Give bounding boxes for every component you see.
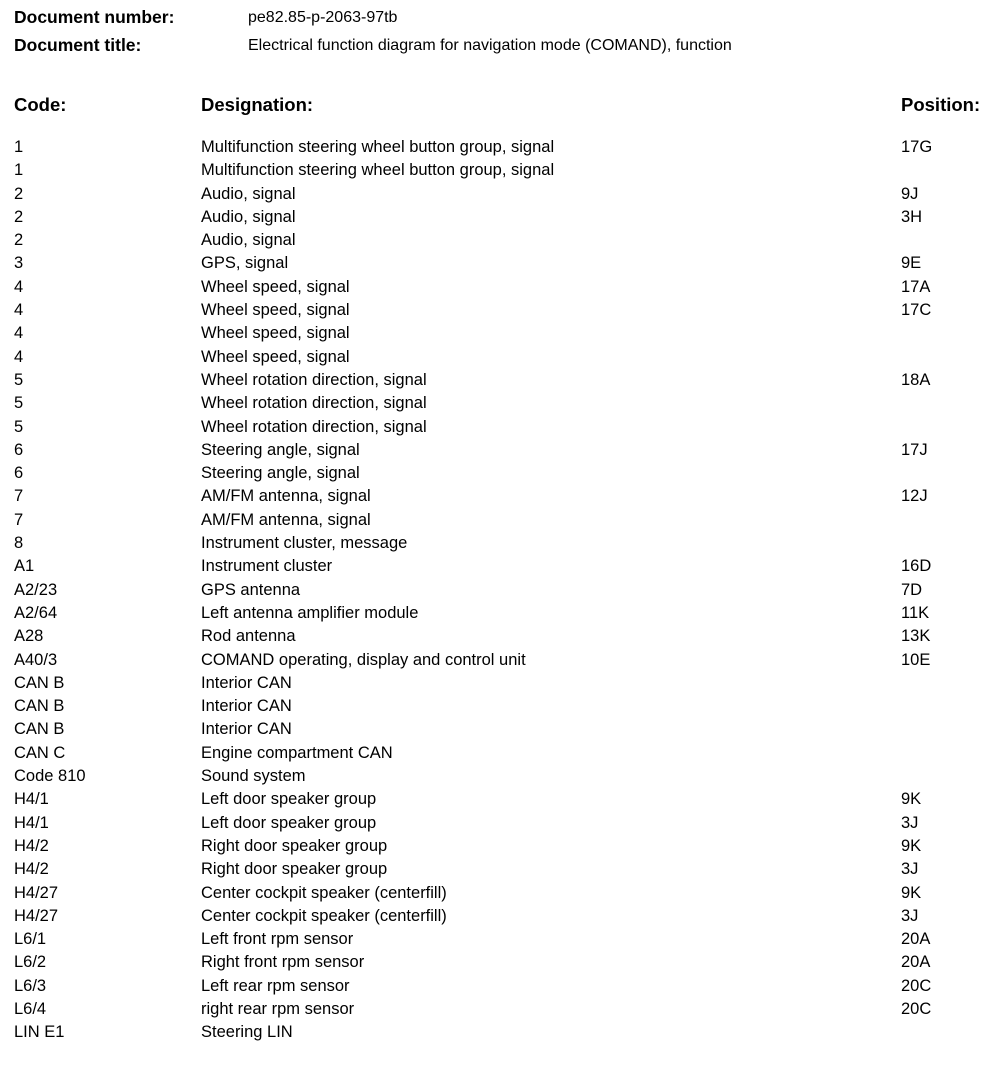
- table-row: [0, 299, 1000, 322]
- row-code: H4/2: [14, 836, 49, 855]
- table-row: [0, 951, 1000, 974]
- row-code: H4/1: [14, 813, 49, 832]
- row-code: H4/27: [14, 883, 59, 902]
- row-designation: COMAND operating, display and control unit: [201, 650, 526, 669]
- row-code: CAN C: [14, 743, 66, 762]
- row-designation: Wheel rotation direction, signal: [201, 370, 427, 389]
- table-row: [0, 882, 1000, 905]
- row-designation: Left rear rpm sensor: [201, 976, 350, 995]
- row-code: LIN E1: [14, 1023, 65, 1042]
- row-code: 7: [14, 487, 24, 506]
- document-number-value: pe82.85-p-2063-97tb: [248, 9, 398, 26]
- row-designation: right rear rpm sensor: [201, 999, 355, 1018]
- table-row: [0, 369, 1000, 392]
- document-title-label: Document title:: [14, 35, 142, 55]
- table-row: [0, 1021, 1000, 1044]
- row-position: 7D: [901, 580, 923, 599]
- row-position: 12J: [901, 487, 928, 506]
- row-code: 4: [14, 324, 24, 343]
- table-row: [0, 416, 1000, 439]
- row-position: 20C: [901, 976, 932, 995]
- row-code: H4/27: [14, 906, 59, 925]
- row-designation: Engine compartment CAN: [201, 743, 393, 762]
- row-code: L6/4: [14, 999, 47, 1018]
- row-designation: Wheel speed, signal: [201, 347, 350, 366]
- row-designation: AM/FM antenna, signal: [201, 510, 371, 529]
- row-position: 18A: [901, 370, 931, 389]
- row-designation: Right door speaker group: [201, 836, 388, 855]
- row-position: 17G: [901, 138, 933, 156]
- code-column-header: Code:: [14, 94, 67, 115]
- row-code: CAN B: [14, 697, 65, 716]
- row-designation: Audio, signal: [201, 184, 296, 203]
- row-designation: Interior CAN: [201, 673, 292, 692]
- table-row: [0, 695, 1000, 718]
- row-designation: GPS antenna: [201, 580, 301, 599]
- table-row: [0, 835, 1000, 858]
- row-code: 1: [14, 138, 24, 156]
- row-designation: Interior CAN: [201, 720, 292, 739]
- row-position: 3H: [901, 207, 923, 226]
- row-designation: Steering angle, signal: [201, 440, 360, 459]
- row-code: 1: [14, 161, 24, 180]
- table-row: [0, 322, 1000, 345]
- row-code: A28: [14, 627, 44, 646]
- table-row: [0, 532, 1000, 555]
- row-position: 9K: [901, 883, 922, 902]
- row-code: 8: [14, 534, 24, 553]
- row-position: 20A: [901, 930, 931, 949]
- row-position: 3J: [901, 860, 919, 879]
- row-position: 9J: [901, 184, 919, 203]
- row-designation: Right front rpm sensor: [201, 953, 365, 972]
- row-code: 6: [14, 464, 24, 483]
- table-row: [0, 765, 1000, 788]
- table-row: [0, 346, 1000, 369]
- table-row: [0, 392, 1000, 415]
- table-row: [0, 136, 1000, 159]
- row-code: 4: [14, 347, 24, 366]
- row-code: 4: [14, 277, 24, 296]
- table-row: [0, 812, 1000, 835]
- row-designation: Right door speaker group: [201, 860, 388, 879]
- row-position: 20C: [901, 999, 932, 1018]
- row-designation: Wheel rotation direction, signal: [201, 394, 427, 413]
- table-row: [0, 485, 1000, 508]
- row-designation: Wheel speed, signal: [201, 324, 350, 343]
- row-designation: Sound system: [201, 767, 306, 786]
- row-position: 17A: [901, 277, 931, 296]
- table-row: [0, 718, 1000, 741]
- row-code: L6/3: [14, 976, 47, 995]
- row-designation: Center cockpit speaker (centerfill): [201, 883, 447, 902]
- row-code: CAN B: [14, 720, 65, 739]
- row-position: 9K: [901, 790, 922, 809]
- table-row: [0, 975, 1000, 998]
- row-code: 7: [14, 510, 24, 529]
- row-code: A2/64: [14, 603, 58, 622]
- document-title-value: Electrical function diagram for navigation mode (COMAND), function: [248, 37, 732, 54]
- row-code: 5: [14, 370, 24, 389]
- table-row: [0, 579, 1000, 602]
- row-code: H4/1: [14, 790, 49, 809]
- row-designation: AM/FM antenna, signal: [201, 487, 371, 506]
- row-designation: Left door speaker group: [201, 813, 377, 832]
- document-number-label: Document number:: [14, 7, 175, 27]
- row-position: 11K: [901, 603, 930, 622]
- row-code: 5: [14, 417, 24, 436]
- table-row: [0, 928, 1000, 951]
- row-designation: Center cockpit speaker (centerfill): [201, 906, 447, 925]
- table-row: [0, 509, 1000, 532]
- table-row: [0, 183, 1000, 206]
- row-code: 5: [14, 394, 24, 413]
- table-row: [0, 555, 1000, 578]
- table-row: [0, 252, 1000, 275]
- row-designation: Multifunction steering wheel button group, signal: [201, 138, 555, 156]
- row-position: 3J: [901, 813, 919, 832]
- row-designation: Interior CAN: [201, 697, 292, 716]
- row-designation: Audio, signal: [201, 231, 296, 250]
- row-code: Code 810: [14, 767, 86, 786]
- row-code: 3: [14, 254, 24, 273]
- row-position: 3J: [901, 906, 919, 925]
- table-row: [0, 672, 1000, 695]
- row-position: 9E: [901, 254, 922, 273]
- table-row: [0, 229, 1000, 252]
- row-designation: Steering angle, signal: [201, 464, 360, 483]
- row-code: CAN B: [14, 673, 65, 692]
- row-code: 2: [14, 184, 24, 203]
- table-row: [0, 998, 1000, 1021]
- row-code: 4: [14, 301, 24, 320]
- row-code: L6/1: [14, 930, 47, 949]
- table-row: [0, 439, 1000, 462]
- table-row: [0, 462, 1000, 485]
- row-code: 2: [14, 231, 24, 250]
- row-position: 9K: [901, 836, 922, 855]
- row-position: 10E: [901, 650, 931, 669]
- row-designation: Left front rpm sensor: [201, 930, 354, 949]
- row-position: 17J: [901, 440, 928, 459]
- row-designation: Instrument cluster, message: [201, 534, 408, 553]
- row-designation: Left antenna amplifier module: [201, 603, 419, 622]
- position-column-header: Position:: [901, 94, 981, 115]
- row-code: L6/2: [14, 953, 47, 972]
- row-position: 13K: [901, 627, 931, 646]
- row-designation: Left door speaker group: [201, 790, 377, 809]
- table-row: [0, 788, 1000, 811]
- table-row: [0, 625, 1000, 648]
- row-code: 6: [14, 440, 24, 459]
- row-position: 16D: [901, 557, 932, 576]
- row-designation: Rod antenna: [201, 627, 296, 646]
- table-row: [0, 905, 1000, 928]
- row-designation: Instrument cluster: [201, 557, 333, 576]
- row-designation: Audio, signal: [201, 207, 296, 226]
- row-code: A40/3: [14, 650, 58, 669]
- row-code: H4/2: [14, 860, 49, 879]
- table-row: [0, 206, 1000, 229]
- table-row: [0, 858, 1000, 881]
- row-designation: Wheel rotation direction, signal: [201, 417, 427, 436]
- row-position: 17C: [901, 301, 932, 320]
- row-designation: GPS, signal: [201, 254, 289, 273]
- table-row: [0, 159, 1000, 182]
- table-row: [0, 742, 1000, 765]
- table-body: [0, 136, 1000, 1045]
- row-designation: Steering LIN: [201, 1023, 293, 1042]
- designation-column-header: Designation:: [201, 94, 314, 115]
- row-code: 2: [14, 207, 24, 226]
- row-code: A2/23: [14, 580, 58, 599]
- row-designation: Wheel speed, signal: [201, 301, 350, 320]
- table-row: [0, 276, 1000, 299]
- row-code: A1: [14, 557, 35, 576]
- row-designation: Wheel speed, signal: [201, 277, 350, 296]
- table-row: [0, 649, 1000, 672]
- row-designation: Multifunction steering wheel button group, signal: [201, 161, 555, 180]
- row-position: 20A: [901, 953, 931, 972]
- table-row: [0, 602, 1000, 625]
